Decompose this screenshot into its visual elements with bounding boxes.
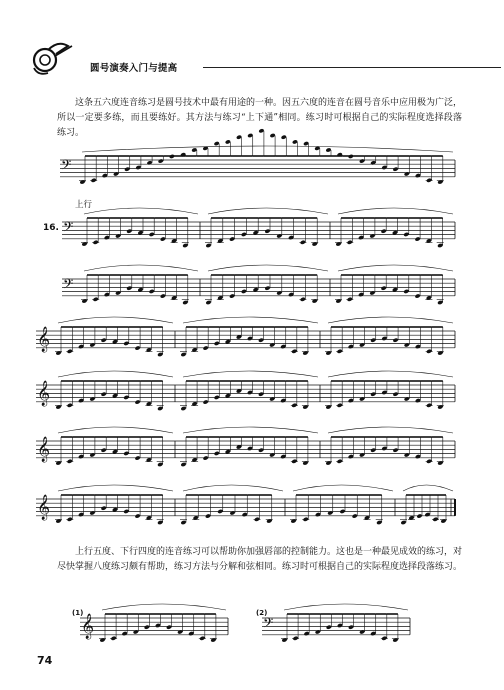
staff-row-5-note — [359, 452, 365, 457]
staff-sub-2-note — [315, 629, 321, 634]
staff-sub-1-note — [155, 623, 161, 628]
staff-row-1-note — [115, 233, 121, 238]
staff-sub-2-note — [304, 631, 310, 636]
staff-row-4-note — [214, 395, 220, 400]
staff-row-4-note — [426, 403, 432, 408]
staff-row-5-note — [337, 459, 343, 464]
staff-row-3-note — [426, 349, 432, 354]
staff-row-2-note — [104, 292, 110, 297]
staff-sub-1-clef: 𝄞 — [81, 614, 95, 639]
staff-row-2-note — [229, 294, 235, 299]
staff-row-4-slur — [328, 371, 453, 377]
staff-intro-note — [325, 147, 331, 152]
staff-row-5-note — [203, 456, 209, 461]
staff-row-2-note — [369, 290, 375, 295]
staff-row-4-note — [437, 404, 443, 409]
staff-row-3-note — [291, 349, 297, 354]
staff-row-4-slur — [183, 371, 318, 377]
staff-intro-note — [102, 173, 108, 178]
staff-row-3-note — [203, 346, 209, 351]
staff-intro-note — [113, 171, 119, 176]
staff-row-4-note — [348, 398, 354, 403]
staff-row-6-note — [205, 514, 211, 519]
staff-row-3-note — [437, 350, 443, 355]
staff-row-1-note — [276, 233, 282, 238]
staff-row-4-note — [325, 404, 331, 409]
staff-row-2-note — [347, 297, 353, 302]
staff-sub-2-note — [281, 637, 287, 642]
staff-row-3-note — [258, 338, 264, 343]
staff-row-1-note — [415, 237, 421, 242]
staff-row-4-note — [180, 406, 186, 411]
staff-row-5-clef: 𝄞 — [37, 437, 51, 462]
staff-row-5-note — [258, 448, 264, 453]
staff-row-5-note — [123, 451, 129, 456]
staff-row-1-note — [403, 232, 409, 237]
page-number: 74 — [37, 654, 53, 667]
staff-row-5-note — [214, 451, 220, 456]
staff-sub-1-note — [133, 629, 139, 634]
staff-row-6-note — [376, 520, 382, 525]
staff-row-2-note — [205, 300, 211, 305]
staff-sub-2-clef: 𝄢 — [263, 615, 274, 634]
staff-row-1-note — [104, 235, 110, 240]
staff-row-1-note — [312, 241, 318, 246]
staff-row-4-note — [302, 404, 308, 409]
staff-sub-2-note — [337, 623, 343, 628]
staff-row-5-slur — [183, 427, 318, 433]
staff-sub-1-note — [210, 637, 216, 642]
staff-intro-note — [393, 167, 399, 172]
staff-row-2-note — [300, 297, 306, 302]
staff-sub-2-slur — [284, 604, 408, 610]
staff-row-2-note — [358, 292, 364, 297]
staff-row-5-note — [101, 448, 107, 453]
staff-row-4-note — [123, 395, 129, 400]
staff-sub-2-note — [370, 631, 376, 636]
staff-row-3-note — [135, 346, 141, 351]
staff-row-2-note — [93, 297, 99, 302]
staff-row-2-note — [288, 292, 294, 297]
staff-intro-note — [404, 171, 410, 176]
staff-row-2-note — [335, 298, 341, 303]
staff-row-1-note — [182, 243, 188, 248]
staff-row-5-note — [135, 456, 141, 461]
staff-intro-note — [359, 159, 365, 164]
staff-row-4-note — [291, 403, 297, 408]
staff-row-1-note — [369, 233, 375, 238]
staff-row-6-note — [352, 514, 358, 519]
staff-row-1-clef: 𝄢 — [63, 219, 74, 238]
staff-row-3-note — [214, 341, 220, 346]
staff-row-4-note — [55, 404, 61, 409]
direction-label: 上行 — [75, 200, 93, 210]
staff-row-5-note — [67, 459, 73, 464]
staff-row-6-slur — [403, 485, 453, 491]
staff-intro-note — [225, 139, 231, 144]
staff-row-2-note — [415, 294, 421, 299]
staff-row-1-slur — [84, 208, 198, 214]
staff-row-4-note — [135, 400, 141, 405]
staff-intro-note — [247, 133, 253, 138]
staff-row-6-note — [89, 510, 95, 515]
staff-row-5-note — [291, 459, 297, 464]
staff-intro-note — [236, 135, 242, 140]
staff-row-1-slur — [208, 208, 328, 214]
staff-row-2-note — [115, 290, 121, 295]
staff-row-1-slur — [338, 208, 453, 214]
staff-row-3-note — [280, 344, 286, 349]
staff-row-6-clef: 𝄞 — [37, 495, 51, 520]
staff-row-5-note — [280, 454, 286, 459]
staff-row-6-note — [424, 512, 430, 517]
staff-sub-2-note — [392, 637, 398, 642]
staff-row-1-note — [241, 232, 247, 237]
staff-row-6-note — [339, 509, 345, 514]
staff-intro-note — [258, 128, 264, 133]
staff-row-5-note — [247, 446, 253, 451]
staff-intro-note — [158, 159, 164, 164]
staff-row-2-note — [264, 286, 270, 291]
staff-row-3-note — [404, 342, 410, 347]
staff-row-1-note — [126, 229, 132, 234]
staff-row-3-note — [337, 349, 343, 354]
staff-row-2-slur — [208, 265, 328, 271]
staff-intro-note — [124, 167, 130, 172]
staff-row-3-note — [415, 344, 421, 349]
staff-row-1-note — [160, 237, 166, 242]
staff-row-3-note — [157, 352, 163, 357]
staff-row-2-note — [403, 289, 409, 294]
staff-row-3-slur — [328, 317, 453, 323]
staff-row-5-slur — [58, 427, 173, 433]
staff-row-3-note — [78, 344, 84, 349]
staff-row-4-note — [415, 398, 421, 403]
staff-row-4-note — [393, 392, 399, 397]
staff-sub-1-note — [177, 629, 183, 634]
staff-row-2-note — [81, 298, 87, 303]
staff-row-4-note — [157, 406, 163, 411]
staff-sub-1-note — [144, 625, 150, 630]
second-paragraph: 上行五度、下行四度的连音练习可以帮助你加强唇部的控制能力。这也是一种最见成效的练习，对尽快掌握八度练习颇有帮助，练习方法与分解和弦相同。练习时可根据自己的实际程度选择段落练习。 — [57, 547, 463, 572]
staff-sub-2-note — [348, 625, 354, 630]
staff-row-2-slur — [338, 265, 453, 271]
staff-row-6-note — [123, 509, 129, 514]
staff-intro-note — [214, 141, 220, 146]
staff-row-6-slur — [183, 485, 283, 491]
staff-sub-1-note — [188, 631, 194, 636]
staff-intro-note — [281, 135, 287, 140]
staff-row-2-note — [437, 300, 443, 305]
staff-row-5-note — [325, 460, 331, 465]
staff-row-4-note — [258, 392, 264, 397]
staff-row-3-note — [123, 341, 129, 346]
staff-row-6-note — [290, 518, 296, 523]
staff-row-2-note — [126, 286, 132, 291]
staff-row-4-note — [203, 400, 209, 405]
staff-intro-slur — [82, 146, 453, 152]
staff-row-1-note — [205, 243, 211, 248]
staff-row-4-note — [269, 396, 275, 401]
staff-row-6-note — [315, 512, 321, 517]
staff-row-4-note — [89, 396, 95, 401]
staff-row-1-note — [335, 241, 341, 246]
staff-sub-2-note — [359, 629, 365, 634]
staff-row-6-note — [180, 520, 186, 525]
staff-row-3-note — [359, 342, 365, 347]
staff-intro-note — [135, 165, 141, 170]
staff-intro-note — [437, 179, 443, 184]
staff-row-5-note — [370, 448, 376, 453]
staff-row-1-note — [229, 237, 235, 242]
staff-row-4-note — [101, 392, 107, 397]
staff-sub-1-note — [122, 631, 128, 636]
staff-row-2-note — [381, 286, 387, 291]
staff-row-6-note — [157, 520, 163, 525]
staff-row-3-clef: 𝄞 — [37, 327, 51, 352]
staff-row-3-note — [370, 338, 376, 343]
staff-row-5-note — [348, 454, 354, 459]
staff-intro-note — [381, 165, 387, 170]
staff-row-6-note — [242, 512, 248, 517]
staff-row-5-note — [381, 446, 387, 451]
staff-row-6-note — [78, 512, 84, 517]
staff-row-5-note — [78, 454, 84, 459]
sub-exercise-1: (1) — [72, 609, 84, 617]
staff-row-2-note — [149, 289, 155, 294]
staff-row-4-note — [67, 403, 73, 408]
staff-row-5-note — [302, 460, 308, 465]
staff-sub-1-slur — [102, 604, 226, 610]
staff-row-3-note — [325, 350, 331, 355]
staff-row-1-note — [437, 243, 443, 248]
staff-row-5-note — [404, 452, 410, 457]
staff-row-6-note — [55, 518, 61, 523]
staff-row-6-note — [101, 506, 107, 511]
staff-row-5-note — [180, 462, 186, 467]
staff-row-3-note — [381, 336, 387, 341]
staff-row-6-note — [327, 510, 333, 515]
staff-row-3-note — [89, 342, 95, 347]
staff-row-6-slur — [293, 485, 393, 491]
staff-row-6-note — [217, 509, 223, 514]
staff-row-4-note — [247, 390, 253, 395]
staff-row-5-note — [157, 462, 163, 467]
staff-row-3-slur — [58, 317, 173, 323]
staff-row-1-note — [381, 229, 387, 234]
staff-row-1-note — [81, 241, 87, 246]
staff-row-3-note — [302, 350, 308, 355]
staff-intro-note — [370, 160, 376, 165]
staff-row-5-note — [269, 452, 275, 457]
sub-exercise-2: (2) — [256, 609, 268, 617]
staff-row-5-note — [437, 460, 443, 465]
staff-row-5-note — [426, 459, 432, 464]
staff-row-6-note — [440, 518, 446, 523]
staff-row-3-note — [247, 336, 253, 341]
staff-row-2-note — [241, 289, 247, 294]
staff-row-4-note — [381, 390, 387, 395]
staff-intro-note — [292, 139, 298, 144]
staff-row-4-clef: 𝄞 — [37, 381, 51, 406]
staff-row-2-clef: 𝄢 — [63, 276, 74, 295]
staff-sub-1-note — [166, 625, 172, 630]
staff-row-5-note — [89, 452, 95, 457]
staff-row-4-note — [370, 392, 376, 397]
staff-row-1-note — [264, 229, 270, 234]
staff-row-3-note — [269, 342, 275, 347]
staff-row-2-note — [312, 298, 318, 303]
staff-row-4-note — [359, 396, 365, 401]
staff-row-6-slur — [58, 485, 173, 491]
staff-row-5-slur — [328, 427, 453, 433]
staff-row-4-slur — [58, 371, 173, 377]
intro-paragraph: 这条五六度连音练习是圆号技术中最有用途的一种。因五六度的连音在圆号音乐中应用极为广泛，所以一定要多练，而且要练好。其方法与练习“上下通”相同。练习时可根据自己的实际程度选择段落练习。 — [57, 98, 463, 138]
staff-row-1-note — [149, 232, 155, 237]
staff-row-3-note — [55, 350, 61, 355]
staff-intro-note — [415, 173, 421, 178]
staff-intro-note — [191, 147, 197, 152]
staff-row-6-note — [400, 520, 406, 525]
staff-row-6-note — [416, 514, 422, 519]
staff-row-2-note — [182, 300, 188, 305]
staff-intro-note — [79, 179, 85, 184]
staff-row-5-note — [55, 460, 61, 465]
staff-row-2-slur — [84, 265, 198, 271]
staff-intro-clef: 𝄢 — [61, 157, 72, 176]
staff-intro-note — [303, 141, 309, 146]
staff-row-4-note — [280, 398, 286, 403]
staff-intro-note — [147, 160, 153, 165]
staff-row-3-note — [348, 344, 354, 349]
staff-row-6-note — [266, 518, 272, 523]
staff-row-2-note — [276, 290, 282, 295]
staff-sub-1-note — [99, 637, 105, 642]
staff-row-5-note — [393, 448, 399, 453]
staff-row-4-note — [404, 396, 410, 401]
staff-row-3-slur — [183, 317, 318, 323]
staff-row-6-note — [229, 510, 235, 515]
staff-row-5-note — [415, 454, 421, 459]
staff-row-3-note — [67, 349, 73, 354]
staff-row-6-note — [135, 514, 141, 519]
staff-sub-2-note — [326, 625, 332, 630]
staff-row-1-note — [358, 235, 364, 240]
staff-row-4-note — [337, 403, 343, 408]
staff-row-2-note — [160, 294, 166, 299]
staff-row-1-note — [288, 235, 294, 240]
staff-intro-note — [270, 133, 276, 138]
staff-row-3-note — [393, 338, 399, 343]
staff-row-3-note — [101, 338, 107, 343]
header-title: 圆号演奏入门与提高 — [90, 63, 178, 74]
exercise-number: 16. — [43, 223, 59, 233]
staff-row-4-note — [78, 398, 84, 403]
staff-row-3-note — [180, 352, 186, 357]
